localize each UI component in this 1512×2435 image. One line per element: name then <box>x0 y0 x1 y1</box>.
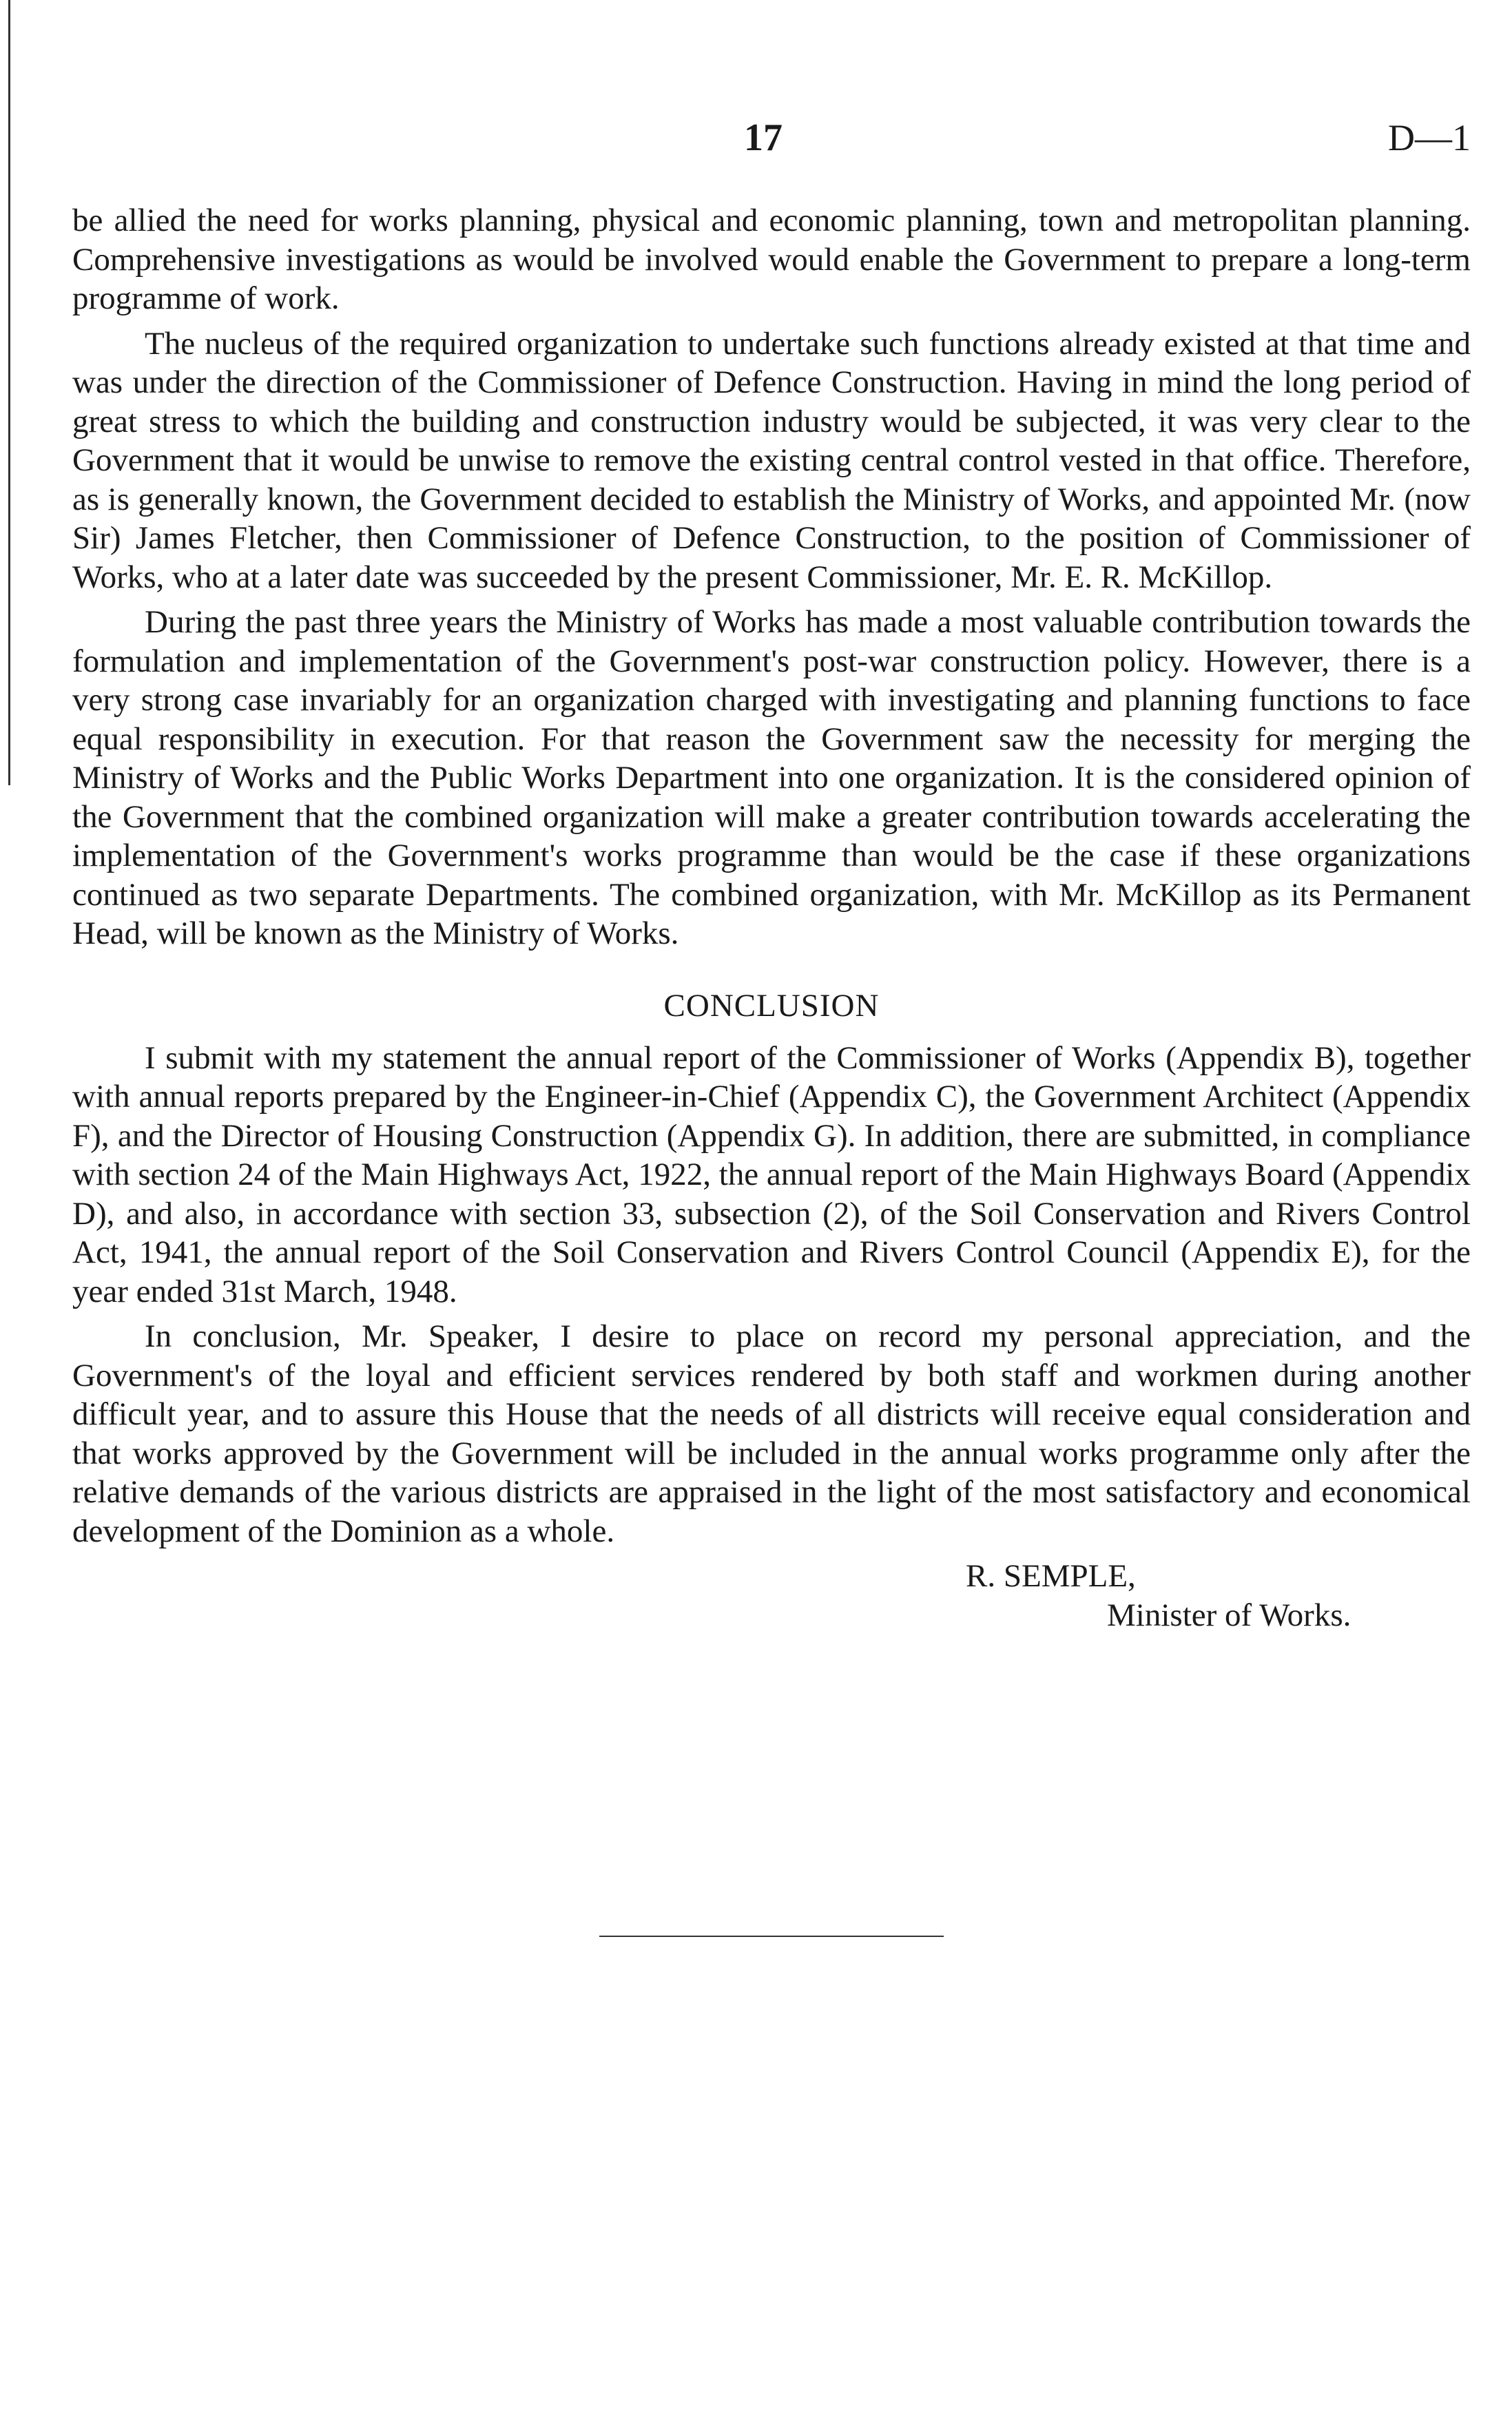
paragraph-annual-reports: I submit with my statement the annual report of the Commissioner of Works (Appendix B), together with annual reports prepared by the Engineer-in-Chief (Appendix C), the Government Architect (Appendix F), and the Director of Housing Construction (Appendix G). In addition, there are submitted, in compliance with section 24 of the Main Highways Act, 1922, the annual report of the Main Highways Board (Appendix D), and also, in accordance with section 33, subsection (2), of the Soil Conservation and Rivers Control Act, 1941, the annual report of the Soil Conservation and Rivers Control Council (Appendix E), for the year ended 31st March, 1948. <box>72 1039 1471 1309</box>
paragraph-ministry-contribution: During the past three years the Ministry of Works has made a most valuable contribution towards the formulation and implementation of the Government's post-war construction policy. However, there is a very strong case invariably for an organization charged with investigating and planning functions to face equal responsibility in execution. For that reason the Government saw the necessity for merging the Ministry of Works and the Public Works Department into one organization. It is the considered opinion of the Government that the combined organization will make a greater contribution towards accelerating the implementation of the Government's works programme than would be the case if these organizations continued as two separate Departments. The combined organization, with Mr. McKillop as its Permanent Head, will be known as the Ministry of Works. <box>72 604 1471 951</box>
signer-title: Minister of Works. <box>1107 1597 1352 1633</box>
paragraph-nucleus: The nucleus of the required organization to undertake such functions already existed at that time and was under the direction of the Commissioner of Defence Construction. Having in mind the long period of great stress to which the building and construction industry would be subjected, it was very clear to the Government that it would be unwise to remove the existing central control vested in that office. Therefore, as is generally known, the Government decided to establish the Ministry of Works, and appointed Mr. (now Sir) James Fletcher, then Commissioner of Defence Construction, to the position of Commissioner of Works, who at a later date was succeeded by the present Commissioner, Mr. E. R. McKillop. <box>72 325 1471 595</box>
conclusion-heading: CONCLUSION <box>663 987 880 1024</box>
page-number: 17 <box>744 116 783 159</box>
signature-block <box>72 1557 1471 1639</box>
page-header <box>0 110 1512 165</box>
paragraph-closing: In conclusion, Mr. Speaker, I desire to place on record my personal appreciation, and the Government's of the loyal and efficient services rendered by both staff and workmen during another difficult year, and to assure this House that the needs of all districts will receive equal consideration and that works approved by the Government will be included in the annual works programme only after the relative demands of the various districts are appraised in the light of the most satisfactory and economical development of the Dominion as a whole. <box>72 1318 1471 1549</box>
paragraph-continuation: be allied the need for works planning, physical and economic planning, town and metropolitan planning. Comprehensive investigations as would be involved would enable the Government to prepare a long-term programme of work. <box>72 203 1471 316</box>
end-of-section-rule <box>599 1936 944 1937</box>
document-code: D—1 <box>1388 117 1471 158</box>
signer-name: R. SEMPLE, <box>966 1558 1136 1594</box>
document-body <box>72 201 1471 1639</box>
